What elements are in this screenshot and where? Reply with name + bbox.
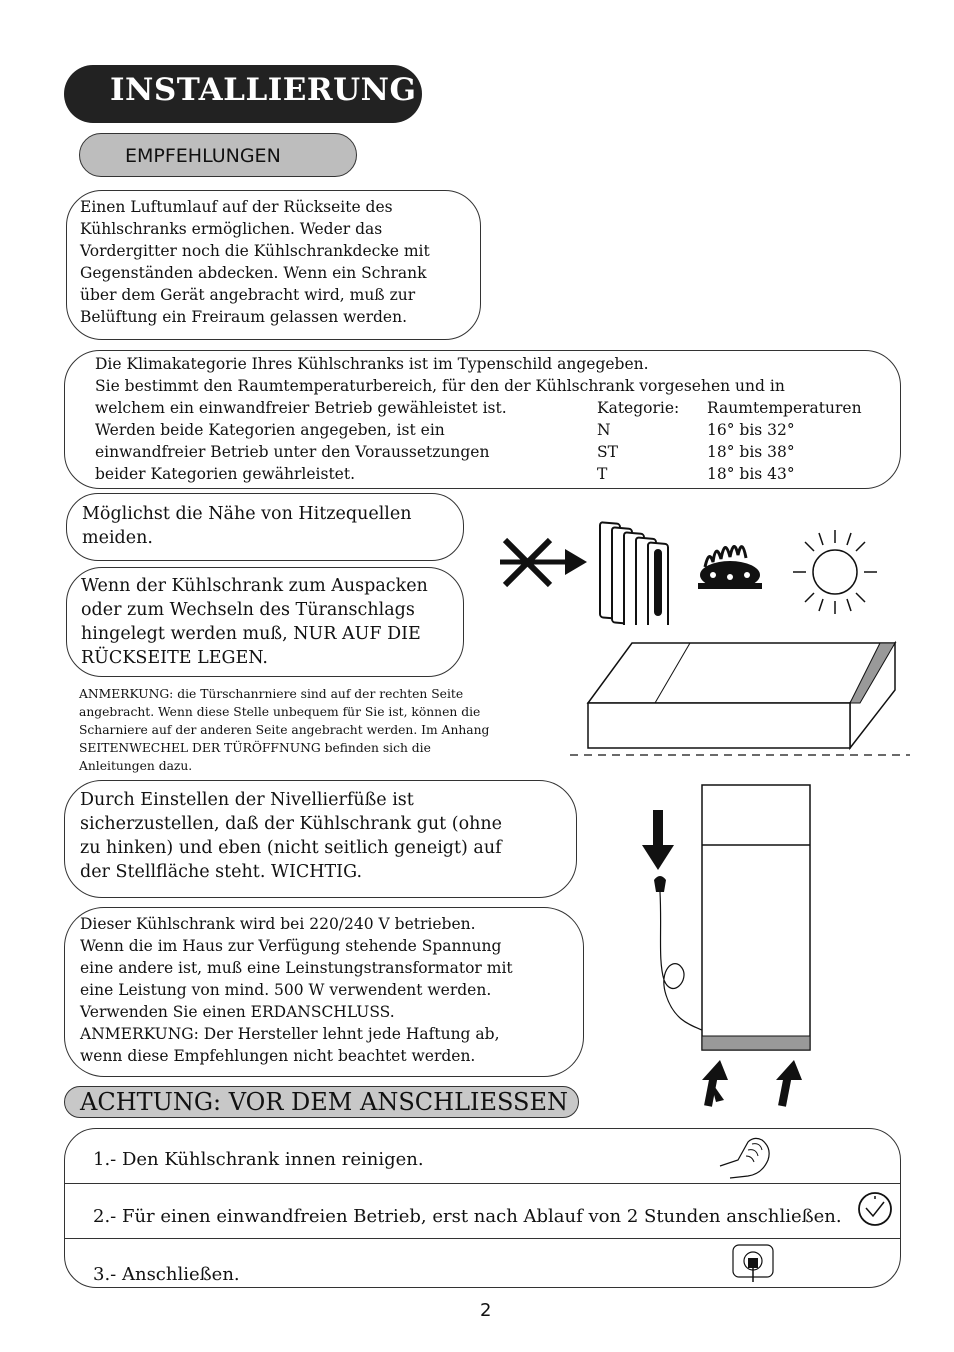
radiator-icon [600,522,668,625]
hinge-note: ANMERKUNG: die Türschanrniere sind auf der rechten Seite angebracht. Wenn diese Stelle unbequem für Sie ist, können die Scharniere auf der anderen Seite angebracht werden. Im Anhang SEITENWECHEL DER TÜRÖFFNUNG befinden sich die Anleitungen dazu. [79,687,490,773]
unpack-text: Wenn der Kühlschrank zum Auspacken oder zum Wechseln des Türanschlags hingelegt werden muß, NUR AUF DIE RÜCKSEITE LEGEN. [81,576,428,668]
step-divider [65,1238,900,1239]
step-1: 1.- Den Kühlschrank innen reinigen. [93,1149,424,1170]
page-number: 2 [480,1300,492,1321]
down-arrow-icon [642,810,674,870]
climate-intro: Die Klimakategorie Ihres Kühlschranks ist im Typenschild angegeben. Sie bestimmt den Raumtemperaturbereich, für den der Kühlschrank vorgesehen und in [95,355,785,395]
fridge-upright-icon [630,780,820,1110]
plug-icon [654,876,702,1030]
fridge-lying-icon [570,635,910,765]
gas-flame-icon [698,546,762,589]
heat-text: Möglichst die Nähe von Hitzequellen meiden. [82,504,412,548]
step-divider [65,1183,900,1184]
step-3: 3.- Anschließen. [93,1264,240,1285]
socket-plug-icon [728,1242,778,1284]
table-row: T 18° bis 43° [597,465,795,483]
voltage-text: Dieser Kühlschrank wird bei 220/240 V betrieben. Wenn die im Haus zur Verfügung stehende Spannung eine andere ist, muß eine Leinstungstransformator mit eine Leistung von mind. 500 W verwendent werden. Verwenden Sie einen ERDANSCHLUSS. ANMERKUNG: Der Hersteller lehnt jede Haftung ab, wenn diese Empfehlungen nicht beachtet werden. [80,915,513,1065]
table-row: N 16° bis 32° [597,421,795,439]
heat-sources-illustration [495,505,895,625]
airflow-text: Einen Luftumlauf auf der Rückseite des Kühlschranks ermöglichen. Weder das Vordergitter noch die Kühlschrankdecke mit Gegenständen abdecken. Wenn ein Schrank über dem Gerät angebracht wird, muß zur Belüftung ein Freiraum gelassen werden. [80,198,430,326]
step-2: 2.- Für einen einwandfreien Betrieb, erst nach Ablauf von 2 Stunden anschließen. [93,1206,842,1227]
climate-left-text: welchem ein einwandfreier Betrieb gewähleistet ist. Werden beide Kategorien angegeben, ist ein einwandfreier Betrieb unter den Voraussetzungen beider Kategorien gewährleistet. [95,399,507,483]
sun-icon [793,530,877,614]
climate-category-table [597,397,862,485]
page-title: INSTALLIERUNG [110,72,417,108]
cleaning-hand-icon [718,1130,778,1182]
table-row: ST 18° bis 38° [597,443,795,461]
clock-icon [856,1190,894,1228]
leveling-text: Durch Einstellen der Nivellierfüße ist sicherzustellen, daß der Kühlschrank gut (ohne zu hinken) und eben (nicht seitlich geneigt) auf der Stellfläche steht. WICHTIG. [80,790,502,882]
warning-title: ACHTUNG: VOR DEM ANSCHLIESSEN [80,1088,568,1116]
table-header-row: Kategorie: Raumtemperaturen [597,399,862,417]
up-arrow-icon [702,1060,802,1106]
no-heat-cross-icon [500,540,587,585]
section-subtitle: EMPFEHLUNGEN [125,145,281,167]
